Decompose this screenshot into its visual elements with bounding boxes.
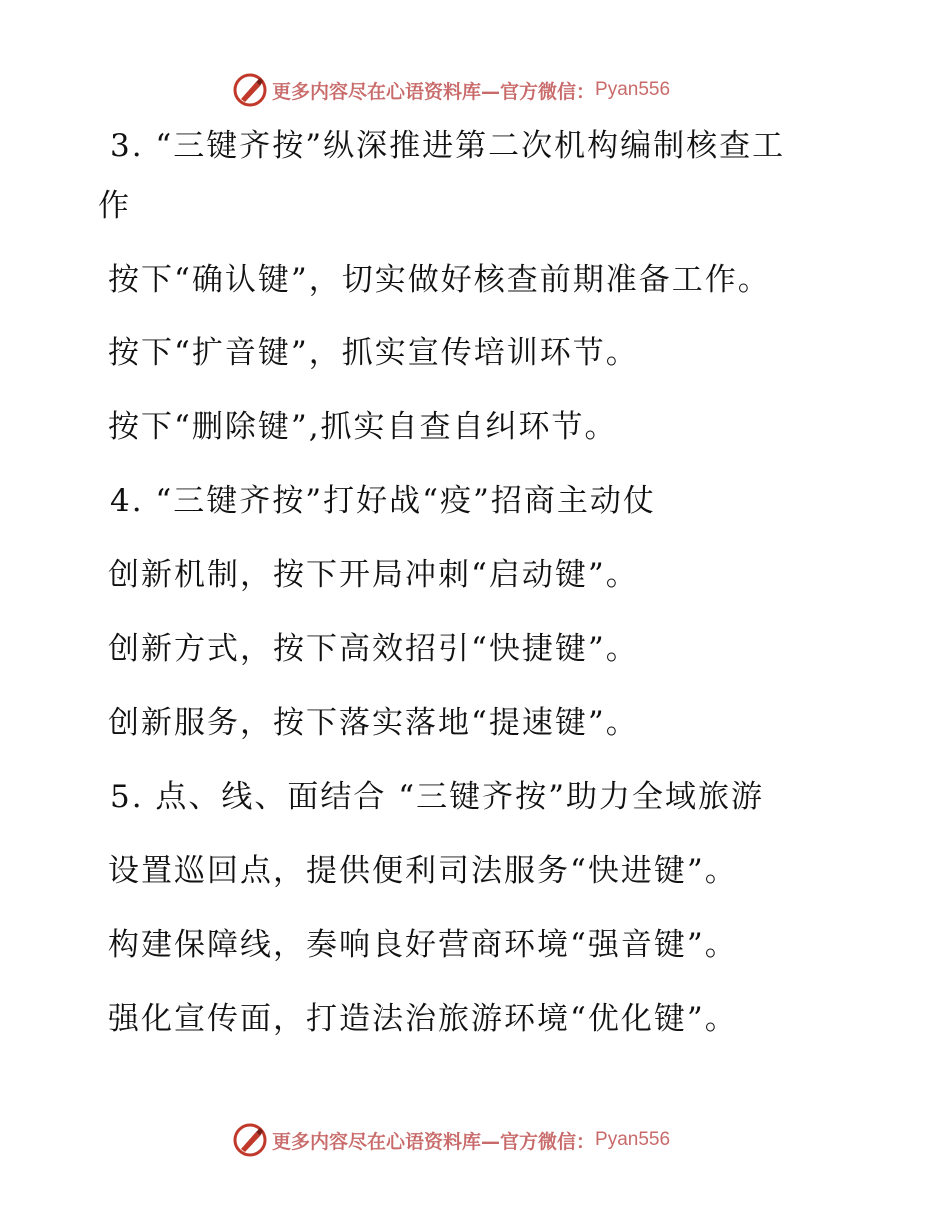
body-line: 按下“扩音键”，抓实宣传培训环节。 bbox=[108, 335, 639, 371]
heading-item-3-continued: 作 bbox=[98, 188, 131, 224]
wechat-id: Pyan556 bbox=[595, 1129, 671, 1150]
heading-item-5: 5. 点、线、面结合 “三键齐按”助力全域旅游 bbox=[110, 779, 764, 815]
body-line: 强化宣传面，打造法治旅游环境“优化键”。 bbox=[108, 1001, 738, 1037]
heading-item-4: 4. “三键齐按”打好战“疫”招商主动仗 bbox=[110, 483, 656, 519]
heading-item-3: 3. “三键齐按”纵深推进第二次机构编制核查工 bbox=[110, 128, 786, 164]
watermark-text: 更多内容尽在心语资料库—官方微信： bbox=[272, 1130, 596, 1153]
pen-logo-icon bbox=[232, 1122, 268, 1158]
watermark-text: 更多内容尽在心语资料库—官方微信： bbox=[272, 80, 596, 103]
body-line: 创新方式，按下高效招引“快捷键”。 bbox=[108, 631, 639, 667]
body-line: 按下“删除键”,抓实自查自纠环节。 bbox=[108, 409, 618, 445]
body-line: 设置巡回点，提供便利司法服务“快进键”。 bbox=[108, 853, 738, 889]
wechat-id: Pyan556 bbox=[595, 79, 671, 100]
pen-logo-icon bbox=[232, 72, 268, 108]
body-line: 创新服务，按下落实落地“提速键”。 bbox=[108, 705, 639, 741]
footer-watermark-banner bbox=[232, 1120, 670, 1160]
body-line: 按下“确认键”，切实做好核查前期准备工作。 bbox=[108, 262, 771, 298]
body-line: 创新机制，按下开局冲刺“启动键”。 bbox=[108, 557, 639, 593]
header-watermark-banner bbox=[232, 70, 670, 110]
body-line: 构建保障线，奏响良好营商环境“强音键”。 bbox=[108, 927, 738, 963]
